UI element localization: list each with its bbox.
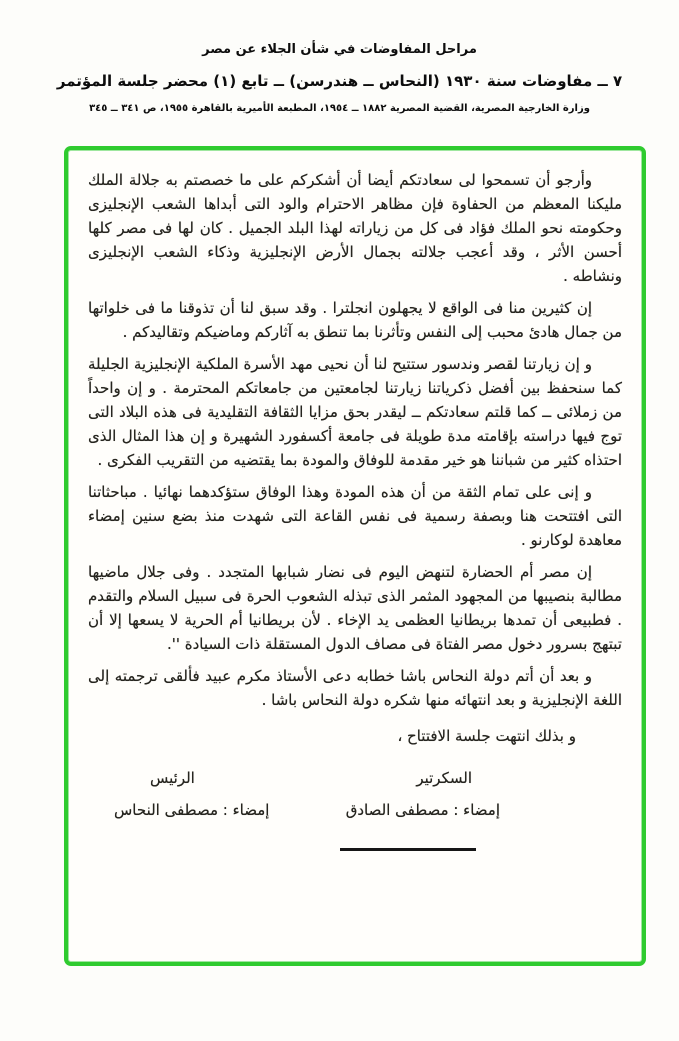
signature-titles-row — [88, 762, 622, 790]
secretary-title: السكرتير — [416, 769, 472, 787]
paragraph-1: وأرجو أن تسمحوا لى سعادتكم أيضا أن أشكركم على ما خصصتم به جلالة الملك مليكنا المعظم من الحفاوة فإن مظاهر الاحترام والود التى أبداها الشعب الإنجليزى وحكومته نحو الملك فؤاد فى كل من زياراته لهذا البلد الجميل . كان لها فى مصر كلها أحسن الأثر ، وقد أعجب جلالته بجمال الأرض الإنجليزية وذكاء الشعب الإنجليزى ونشاطه . — [88, 171, 622, 285]
president-title: الرئيس — [150, 769, 195, 787]
paragraph-6: و بعد أن أتم دولة النحاس باشا خطابه دعى الأستاذ مكرم عبيد فألقى ترجمته إلى اللغة الإنجليزية و بعد انتهائه منها شكره دولة النحاس باشا . — [88, 667, 622, 709]
scanned-text-body — [68, 150, 642, 851]
signature-names-row — [88, 790, 622, 822]
paragraph-4: و إنى على تمام الثقة من أن هذه المودة وهذا الوفاق ستؤكدهما نهائيا . مباحثاتنا التى افتتحت هنا وبصفة رسمية فى نفس القاعة التى شهدت منذ بضع سنين إمضاء معاهدة لوكارنو . — [88, 483, 622, 549]
paragraph-5: إن مصر أم الحضارة لتنهض اليوم فى نضار شبابها المتجدد . وفى جلال ماضيها مطالبة بنصيبها من المجهود المثمر الذى تبذله الشعوب الحرة فى سبيل السلام والتقدم . فطبيعى أن تمدها بريطانيا العظمى يد الإخاء . لأن بريطانيا أم الحرية لا يسعها إلا أن تبتهج بسرور دخول مصر الفتاة فى مصاف الدول المستقلة ذات السيادة ''. — [88, 563, 622, 653]
paragraph-2: إن كثيرين منا فى الواقع لا يجهلون انجلترا . وقد سبق لنا أن تذوقنا ما فى خلواتها من جمال هادئ محبب إلى النفس وتأثرنا بما تنطق به آثاركم وماضيكم وتقاليدكم . — [88, 299, 622, 341]
paragraph-3: و إن زيارتنا لقصر وندسور ستتيح لنا أن نحيى مهد الأسرة الملكية الإنجليزية الجليلة كما سنحفظ بين أفضل ذكرياتنا زيارتنا لجامعتين من جامعاتكم المحترمة . و إن واحداً من زملائى ــ كما قلتم سعادتكم ــ ليقدر بحق مزايا الثقافة التقليدية فى هذه البلاد التى توج فيها دراسته بإقامته مدة طويلة فى جامعة أكسفورد الشهيرة و إن هذا المثال الذى احتذاه كثير من شباننا هو خير مقدمة للوفاق والمودة بما يقتضيه من التقريب الفكرى . — [88, 355, 622, 469]
secretary-signature: إمضاء : مصطفى الصادق — [345, 801, 500, 819]
president-signature: إمضاء : مصطفى النحاس — [114, 801, 270, 819]
document-source-citation: وزارة الخارجية المصرية، القضية المصرية ١٨٨٢ ــ ١٩٥٤، المطبعة الأميرية بالقاهرة ١٩٥٥، ص ٣٤١ ــ ٣٤٥ — [89, 103, 590, 114]
bottom-divider — [340, 848, 476, 851]
document-title: مراحل المفاوضات في شأن الجلاء عن مصر — [202, 42, 477, 57]
closing-line: و بذلك انتهت جلسة الافتتاح ، — [397, 727, 576, 745]
scanned-text-frame — [64, 146, 646, 966]
document-header — [0, 0, 679, 114]
document-subtitle: ٧ ــ مفاوضات سنة ١٩٣٠ (النحاس ــ هندرسن) ــ تابع (١) محضر جلسة المؤتمر — [56, 72, 623, 90]
